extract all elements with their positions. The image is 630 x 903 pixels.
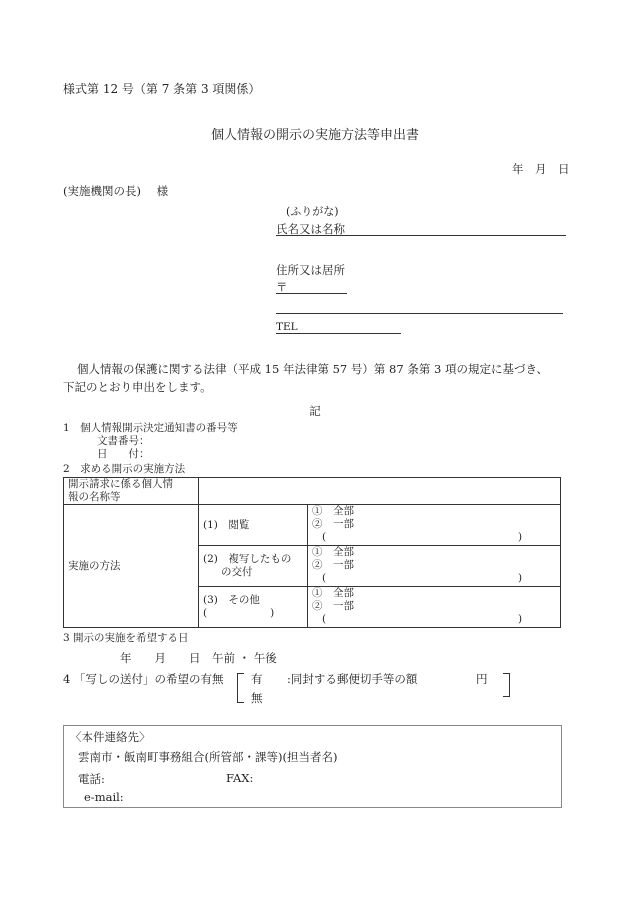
option-all[interactable]: ① 全部 (312, 546, 354, 558)
addressee-label: (実施機関の長) (63, 184, 141, 198)
method-1-label-cell: (1) 閲覧 (199, 505, 308, 546)
section2-heading: 2 求める開示の実施方法 (63, 463, 186, 475)
section4-heading: 4 「写しの送付」の希望の有無 (63, 672, 224, 686)
name-underline (276, 235, 566, 236)
method-2-options-cell[interactable]: ① 全部 ② 一部 ( ) (308, 546, 561, 587)
section3-date-line: 年 月 日 午前 ・ 午後 (120, 651, 277, 665)
section3-heading: 3 開示の実施を希望する日 (63, 632, 189, 644)
option-no[interactable]: 無 (251, 691, 263, 705)
furigana-label: (ふりがな) (286, 205, 339, 218)
tel-label: TEL (276, 321, 298, 333)
option-part[interactable]: ② 一部 (312, 518, 354, 530)
address-label: 住所又は居所 (276, 263, 345, 277)
body-line-2: 下記のとおり申出をします。 (63, 380, 212, 394)
method-2-label-cell: (2) 複写したもの の交付 (199, 546, 308, 587)
document-title: 個人情報の開示の実施方法等申出書 (210, 128, 419, 143)
date-field: 年 月 日 (512, 162, 570, 176)
option-part[interactable]: ② 一部 (312, 600, 354, 612)
option-part[interactable]: ② 一部 (312, 559, 354, 571)
addressee-honorific: 様 (156, 184, 169, 198)
method-3-label-cell: (3) その他 ( ) (199, 587, 308, 628)
yen-unit: 円 (476, 672, 488, 686)
contact-email: e-mail: (84, 790, 124, 804)
doc-date-label: 日 付： (97, 448, 150, 460)
contact-phone: 電話: (78, 772, 105, 786)
address-underline (276, 313, 563, 314)
postal-mark: 〒 (276, 280, 288, 294)
contact-fax: FAX: (226, 771, 254, 785)
method-label-cell: 実施の方法 (64, 505, 199, 628)
ki-label: 記 (309, 404, 321, 418)
method-3-options-cell[interactable]: ① 全部 ② 一部 ( ) (308, 587, 561, 628)
option-yes[interactable]: 有 (251, 672, 263, 686)
contact-org: 雲南市・飯南町事務組合(所管部・課等)(担当者名) (78, 750, 338, 764)
doc-number-label: 文書番号： (97, 435, 150, 447)
method-table (63, 477, 561, 628)
postal-underline (276, 293, 347, 294)
right-bracket (503, 673, 510, 697)
contact-title: 〈本件連絡先〉 (70, 730, 151, 744)
option-all[interactable]: ① 全部 (312, 587, 354, 599)
tel-underline (276, 333, 401, 334)
contact-box (63, 725, 562, 808)
info-name-value-cell[interactable] (199, 478, 561, 505)
option-all[interactable]: ① 全部 (312, 505, 354, 517)
info-name-label-cell: 開示請求に係る個人情 報の名称等 (64, 478, 199, 505)
body-line-1: 個人情報の保護に関する法律（平成 15 年法律第 57 号）第 87 条第 3 項の規定に基づき、 (77, 362, 548, 376)
yes-detail: :同封する郵便切手等の額 (287, 672, 418, 686)
addressee (63, 183, 168, 199)
form-number: 様式第 12 号（第 7 条第 3 項関係） (63, 82, 261, 96)
name-label: 氏名又は名称 (276, 222, 345, 236)
left-bracket (237, 673, 244, 703)
method-1-options-cell[interactable]: ① 全部 ② 一部 ( ) (308, 505, 561, 546)
section1-heading: 1 個人情報開示決定通知書の番号等 (63, 422, 238, 434)
